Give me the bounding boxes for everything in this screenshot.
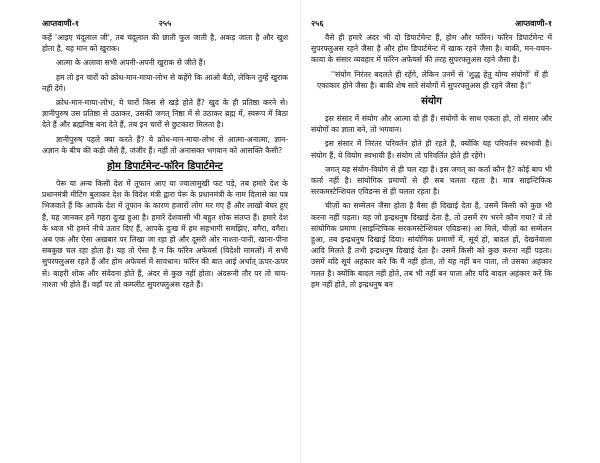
paragraph: आत्मा के अलावा सभी अपनी-अपनी खुराक से जीते हैं। xyxy=(56,58,206,68)
right-page-body xyxy=(311,32,552,290)
left-page-number: २५५ xyxy=(158,19,172,28)
right-page xyxy=(300,0,600,463)
paragraph: ज्ञानीपुरुष पहले क्या करते हैं? ये क्रोध-मान-माया-लोभ से आत्मा-अनात्मा, ज्ञान-अज्ञान के बीच की कड़ी जैसे हैं, जंजीर हैं। नहीं तो अनासक्त भगवान को आसक्ति कैसी? xyxy=(42,134,288,155)
right-page-number: २५६ xyxy=(311,19,324,28)
right-header-book-title: आप्तवाणी-१ xyxy=(514,19,552,28)
paragraph: चीज़ों का सम्मेलन जैसा होता है वैसा ही दिखाई देता है, उसमें किसी को कुछ भी करना नहीं पड़ता। यह जो इन्द्रधनुष दिखाई देता है, तो उसमें रंग भरने कौन गया? ये तो सांयोगिक प्रमाण (साइन्टिफिक सरकमस्टेन्शियल एविडन्स) आ मिले, चीज़ों का सम्मेलन हुआ, तब इन्द्रधनुष दिखाई दिया। सांयोगिक प्रमाणों में, सूर्य हो, बादल हों, देखनेवाला आदि मिलते हैं तभी इन्द्रधनुष दिखाई देता है। उसमें किसी को कुछ करना नहीं पड़ता। उसमें यदि सूर्य अहंकार करे कि मैं नहीं होता, तो यह नहीं बन पाता, तो उसका अहंकार गलत है। क्योंकि बादल नहीं होते, तब भी नहीं बन पाता और यदि बादल अहंकार करें कि हम नहीं होते, तो इन्द्रधनुष बन xyxy=(311,201,552,289)
left-header-book-title: आप्तवाणी-१ xyxy=(42,19,80,28)
left-page-header xyxy=(42,18,288,32)
left-page-body xyxy=(42,32,288,290)
paragraph: इस संसार में संयोग और आत्मा दो ही हैं। संयोगों के साथ एकता हो, तो संसार और संयोगों का ज्ञाता बने, तो भगवान। xyxy=(311,114,552,135)
paragraph: पेरू या अन्य किसी देश में तूफान आए या ज्वालामुखी फट पड़े, तब हमारे देश के प्रधानमंत्री मीटिंग बुलाकर देश के विदेश मंत्री द्वारा पेरू के प्रधानमंत्री के नाम दिलासे का पत्र भिजवाते हैं कि आपके देश में तूफान के कारण हजारों लोग मर गए हैं और लाखों बेघर हुए हैं, यह जानकर हमें गहरा दुःख हुआ है। हमारे देशवासी भी बहुत शोक संतप्त हैं। हमारे देश के ध्वज भी हमने नीचे उतार दिए हैं, आपके दुःख में हम सहभागी समझिए, वगैरा, वगैरा। अब एक और ऐसा अखबार पर लिखा जा रहा हो और दूसरी ओर नाश्ता-पानी, खाना-पीना सबकुछ चल रहा होता है। यह तो ऐसा है न कि फॉरेन अफेयर्स (विदेशी मामलों) में सभी सुपरफ्लुअस रहते हैं और होम अफेयर्स में सावधान। फॉरेन की बात आई अर्थात् ऊपर-ऊपर से। बाहरी शोक और संवेदना होते हैं, अंदर से कुछ नहीं होता। अंदरूनी तौर पर तो चाय-नाश्ता भी होते हैं। वहाँ पर तो कम्प्लीट सुपरफ्लुअस रहते हैं। xyxy=(42,179,288,289)
right-page-header xyxy=(311,18,552,32)
paragraph: वैसे ही हमारे अंदर भी दो डिपार्टमेन्ट हैं, होम और फॉरेन। फॉरेन डिपार्टमेन्ट में सुपरफ्लुअस रहने जैसा है और होम डिपार्टमेन्ट में खाक रहने जैसा है। बाकी, मन-वचन-काया के संसार व्यवहार में फॉरेन अफेयर्स की तरह सुपरफ्लुअस रहने जैसा है। xyxy=(311,33,552,65)
paragraph: कहें 'आइए चंदूलाल जी', तब चंदूलाल की छाती फूल जाती है, अकड़ जाता है और खुश होता है, यह मान को खुराक। xyxy=(42,33,288,54)
paragraph: क्रोध-मान-माया-लोभ, ये चारों किस से खड़े होते हैं? खुद के ही प्रतिष्ठा करने से। ज्ञानीपुरुष उस प्रतिष्ठा से उठाकर, उसकी जगत् निष्ठा में से उठाकर ब्रह्म में, स्वरूप में बिठा देते हैं और ब्रह्मनिष्ठ बना देते हैं, तब इन चारों से छुटकारा मिलता है। xyxy=(42,98,288,130)
section-heading: संयोग xyxy=(421,96,442,108)
paragraph: हम तो इन चारों को क्रोध-मान-माया-लोभ से कहेंगे कि आओ बैठो, लेकिन तुम्हें खुराक नहीं देंगे। xyxy=(42,72,288,93)
section-heading: होम डिपार्टमेन्ट-फॉरेन डिपार्टमेन्ट xyxy=(107,161,223,173)
paragraph: जगत् यह संयोग-वियोग से ही चल रहा है। इस जगत् का कर्ता कौन है? कोई बाप भी कर्ता नहीं है। सांयोगिक प्रमाणों से ही सब चलता रहता है। मात्र साइन्टिफिक सरकमस्टेन्शियल एविडन्स से ही चलता रहता है। xyxy=(311,164,552,197)
paragraph: इस संसार में निरंतर परिवर्तन होते ही रहते हैं, क्योंकि यह परिवर्तन स्वभावी है। संयोग हैं, ये वियोग स्वभावी हैं। संयोग तो परिवर्तित होते ही रहेंगे। xyxy=(311,139,552,160)
quote-block: ''संयोग निरंतर बदलते ही रहेंगे, लेकिन उनमें से 'शुद्ध हेतु योग्य संयोगों' में ही एकाकार होने जैसा है। बाकी शेष सारे संयोगों में सुपरफ्लुअस ही रहने जैसा है।'' xyxy=(317,69,548,90)
